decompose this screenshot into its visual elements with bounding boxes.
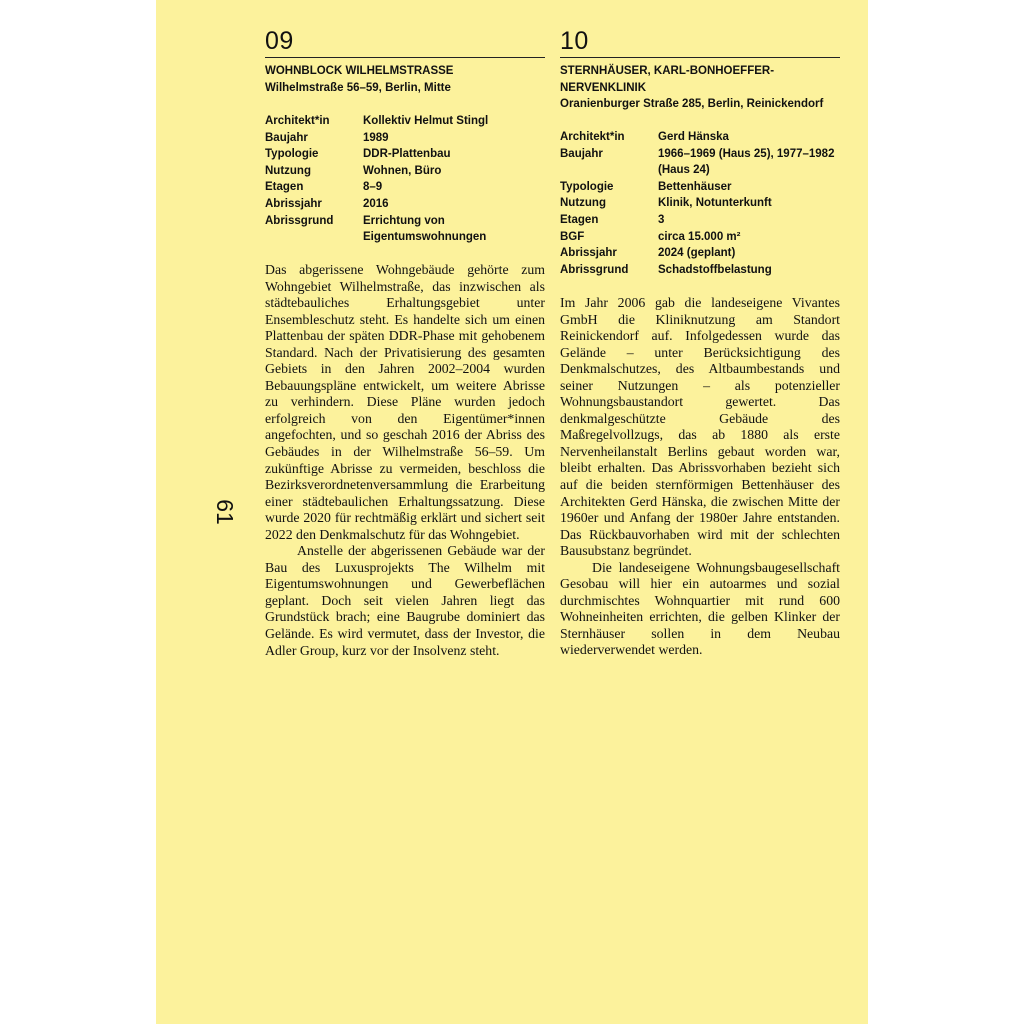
meta-key: Typologie (265, 148, 319, 161)
entry-body-text (265, 262, 545, 659)
meta-key: Etagen (560, 213, 599, 226)
meta-row (560, 129, 840, 146)
meta-value: Kollektiv Helmut Stingl (363, 115, 489, 127)
meta-key: Architekt*in (560, 131, 625, 143)
meta-value: 8–9 (363, 181, 383, 194)
entry-body-text (560, 295, 840, 659)
meta-value: Gerd Hänska (658, 131, 729, 143)
meta-row (560, 212, 840, 229)
metadata-table (265, 113, 545, 246)
entry-number: 10 (560, 27, 589, 55)
meta-value: 3 (658, 213, 665, 226)
meta-key: Abrissgrund (265, 214, 334, 227)
divider-rule (560, 57, 840, 58)
meta-row (560, 146, 840, 179)
book-page (156, 0, 868, 1024)
meta-value: Wohnen, Büro (363, 164, 442, 177)
meta-row (560, 195, 840, 212)
meta-row (560, 229, 840, 246)
meta-value: 1989 (363, 131, 389, 144)
meta-value: Bettenhäuser (658, 180, 732, 193)
entry-address: Oranienburger Straße 285, Berlin, Reinickendorf (560, 98, 824, 110)
meta-row (265, 163, 545, 180)
entry-title: WOHNBLOCK WILHELMSTRASSE (265, 65, 454, 77)
entry-heading (265, 63, 545, 96)
metadata-table (560, 129, 840, 278)
meta-key: Baujahr (265, 131, 308, 144)
meta-key: Architekt*in (265, 115, 330, 127)
entry-title: STERNHÄUSER, KARL-BONHOEFFER-NERVENKLINIK (560, 65, 775, 94)
meta-key: Nutzung (265, 164, 311, 177)
meta-row (560, 179, 840, 196)
meta-key: Etagen (265, 181, 304, 194)
body-paragraph: Das abgerissene Wohngebäude gehörte zum Wohngebiet Wilhelmstraße, das inzwischen als städtebauliches Erhaltungsgebiet unter Ensembleschutz steht. Es handelte sich um einen Plattenbau der späten DDR-Phase mit gehobenem Standard. Nach der Privatisierung des gesamten Gebiets in den Jahren 2002–2004 wurden Bebauungspläne entwickelt, um weitere Abrisse zu verhindern. Diese Pläne wurden jedoch erfolgreich von den Eigentümer*innen angefochten, und so geschah 2016 der Abriss des Gebäudes in der Wilhelmstraße 56–59. Um zukünftige Abrisse zu vermeiden, beschloss die Bezirksverordnetenversammlung die Erarbeitung einer städtebaulichen Erhaltungssatzung. Diese wurde 2020 für rechtmäßig erklärt und sichert seit 2022 den Denkmalschutz für das Wohngebiet. (265, 262, 545, 542)
meta-key: Abrissgrund (560, 263, 629, 276)
meta-key: Abrissjahr (560, 247, 617, 260)
meta-key: Nutzung (560, 197, 606, 210)
meta-row (265, 196, 545, 213)
meta-row (265, 113, 545, 130)
page-number: 61 (212, 499, 238, 525)
meta-value: Klinik, Notunterkunft (658, 197, 772, 210)
meta-key: Abrissjahr (265, 197, 322, 210)
meta-value: Schadstoffbelastung (658, 263, 772, 276)
meta-row (265, 146, 545, 163)
entry-address: Wilhelmstraße 56–59, Berlin, Mitte (265, 81, 451, 94)
body-paragraph: Die landeseigene Wohnungsbaugesellschaft Gesobau will hier ein autoarmes und sozial durchmischtes Wohnquartier mit rund 600 Wohneinheiten errichten, die gelben Klinker der Sternhäuser sollen in dem Neubau wiederverwendet werden. (560, 559, 840, 658)
entry-heading (560, 63, 840, 113)
meta-row (265, 130, 545, 147)
meta-row (560, 245, 840, 262)
meta-row (560, 262, 840, 279)
meta-key: Typologie (560, 180, 614, 193)
meta-value: 1966–1969 (Haus 25), 1977–1982 (Haus 24) (658, 147, 835, 177)
body-paragraph: Anstelle der abgerissenen Gebäude war der Bau des Luxusprojekts The Wilhelm mit Eigentumswohnungen und Gewerbeflächen geplant. Doch seit vielen Jahren liegt das Grundstück brach; eine Baugrube dominiert das Gelände. Es wird vermutet, dass der Investor, die Adler Group, kurz vor der Insolvenz steht. (265, 543, 545, 658)
body-paragraph: Im Jahr 2006 gab die landeseigene Vivantes GmbH die Kliniknutzung am Standort Reinickendorf auf. Infolgedessen wurde das Gelände – unter Berücksichtigung des Denkmalschutzes, des Altbaumbestands und seiner Nutzungen – als potenzieller Wohnungsbaustandort gewertet. Das denkmalgeschützte Gebäude des Maßregelvollzugs, das ab 1880 als erste Nervenheilanstalt Berlins gebaut worden war, bleibt erhalten. Das Abrissvorhaben bezieht sich auf die beiden sternförmigen Bettenhäuser des Architekten Gerd Hänska, die zwischen Mitte der 1960er und Anfang der 1980er Jahre entstanden. Das Rückbauvorhaben wird mit der schlechten Bausubstanz begründet. (560, 295, 840, 559)
meta-key: BGF (560, 230, 585, 243)
meta-value: 2016 (363, 197, 389, 210)
meta-row (265, 213, 545, 246)
meta-key: Baujahr (560, 147, 603, 160)
entry-number: 09 (265, 27, 294, 55)
meta-row (265, 179, 545, 196)
meta-value: Errichtung von Eigentumswohnungen (363, 214, 487, 244)
meta-value: 2024 (geplant) (658, 247, 736, 260)
meta-value: circa 15.000 m² (658, 230, 741, 243)
meta-value: DDR-Plattenbau (363, 148, 451, 161)
divider-rule (265, 57, 545, 58)
